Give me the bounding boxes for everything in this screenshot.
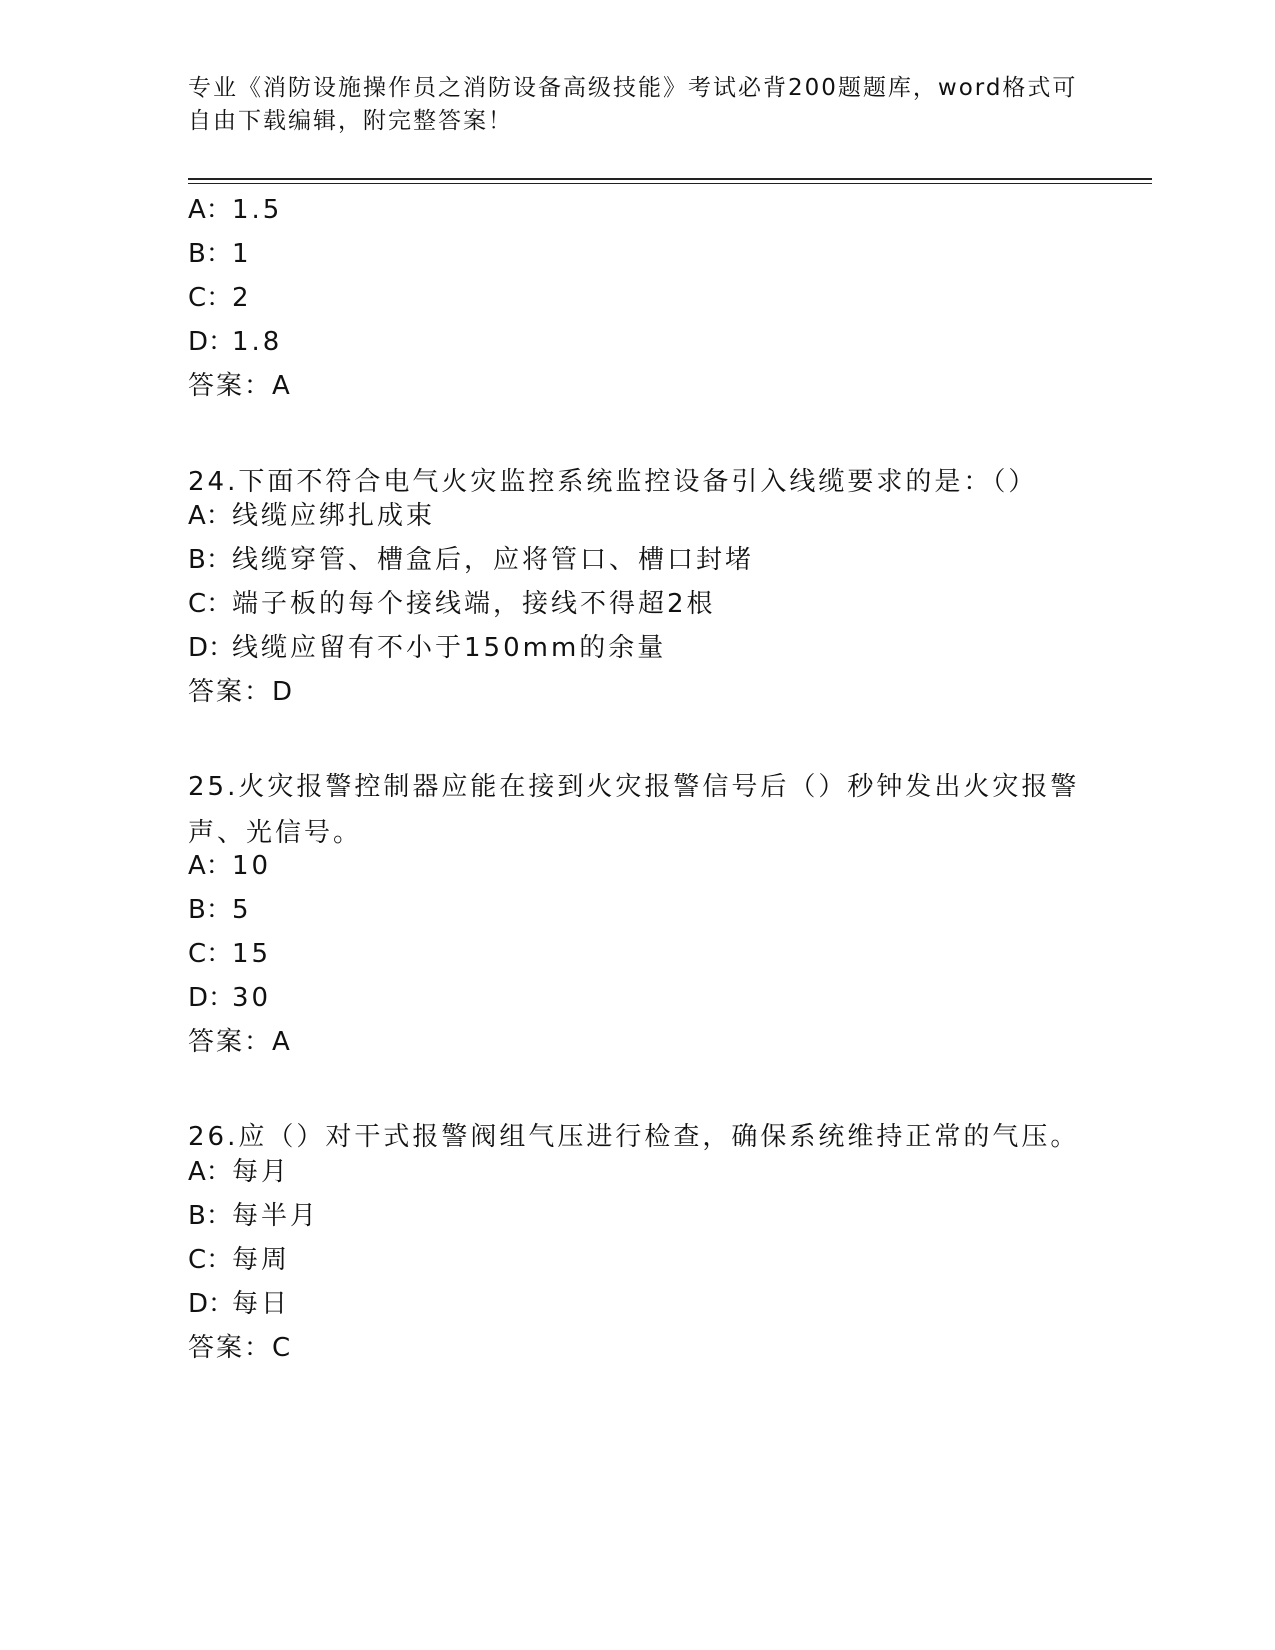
question-25-answer: 答案：A bbox=[188, 1027, 292, 1057]
document-header: 专业《消防设施操作员之消防设备高级技能》考试必背200题题库，word格式可自由下载编辑，附完整答案！ bbox=[188, 75, 1078, 134]
question-25-stem: 25.火灾报警控制器应能在接到火灾报警信号后（）秒钟发出火灾报警声、光信号。 bbox=[188, 772, 1080, 848]
prev-answer: 答案：A bbox=[188, 371, 292, 401]
prev-option-a: A：1.5 bbox=[188, 195, 283, 225]
question-26-option-a: A：每月 bbox=[188, 1157, 291, 1187]
question-24-stem: 24.下面不符合电气火灾监控系统监控设备引入线缆要求的是：（） bbox=[188, 467, 1038, 497]
question-26-answer: 答案：C bbox=[188, 1333, 293, 1363]
question-26-option-d: D：每日 bbox=[188, 1289, 291, 1319]
question-26-option-b: B：每半月 bbox=[188, 1201, 320, 1231]
question-25-option-b: B：5 bbox=[188, 895, 252, 925]
prev-option-d: D：1.8 bbox=[188, 327, 283, 357]
question-24-option-b: B：线缆穿管、槽盒后，应将管口、槽口封堵 bbox=[188, 545, 755, 575]
prev-option-c: C：2 bbox=[188, 283, 252, 313]
header-divider-thin bbox=[188, 183, 1152, 184]
question-25-option-c: C：15 bbox=[188, 939, 272, 969]
question-24-option-a: A：线缆应绑扎成束 bbox=[188, 501, 436, 531]
question-25-option-d: D：30 bbox=[188, 983, 272, 1013]
header-divider-thick bbox=[188, 178, 1152, 180]
question-24-option-d: D：线缆应留有不小于150mm的余量 bbox=[188, 633, 667, 663]
question-26-option-c: C：每周 bbox=[188, 1245, 291, 1275]
question-26-stem: 26.应（）对干式报警阀组气压进行检查，确保系统维持正常的气压。 bbox=[188, 1122, 1080, 1152]
question-24-answer: 答案：D bbox=[188, 677, 295, 707]
question-24-option-c: C：端子板的每个接线端，接线不得超2根 bbox=[188, 589, 716, 619]
prev-option-b: B：1 bbox=[188, 239, 252, 269]
question-25-option-a: A：10 bbox=[188, 851, 272, 881]
